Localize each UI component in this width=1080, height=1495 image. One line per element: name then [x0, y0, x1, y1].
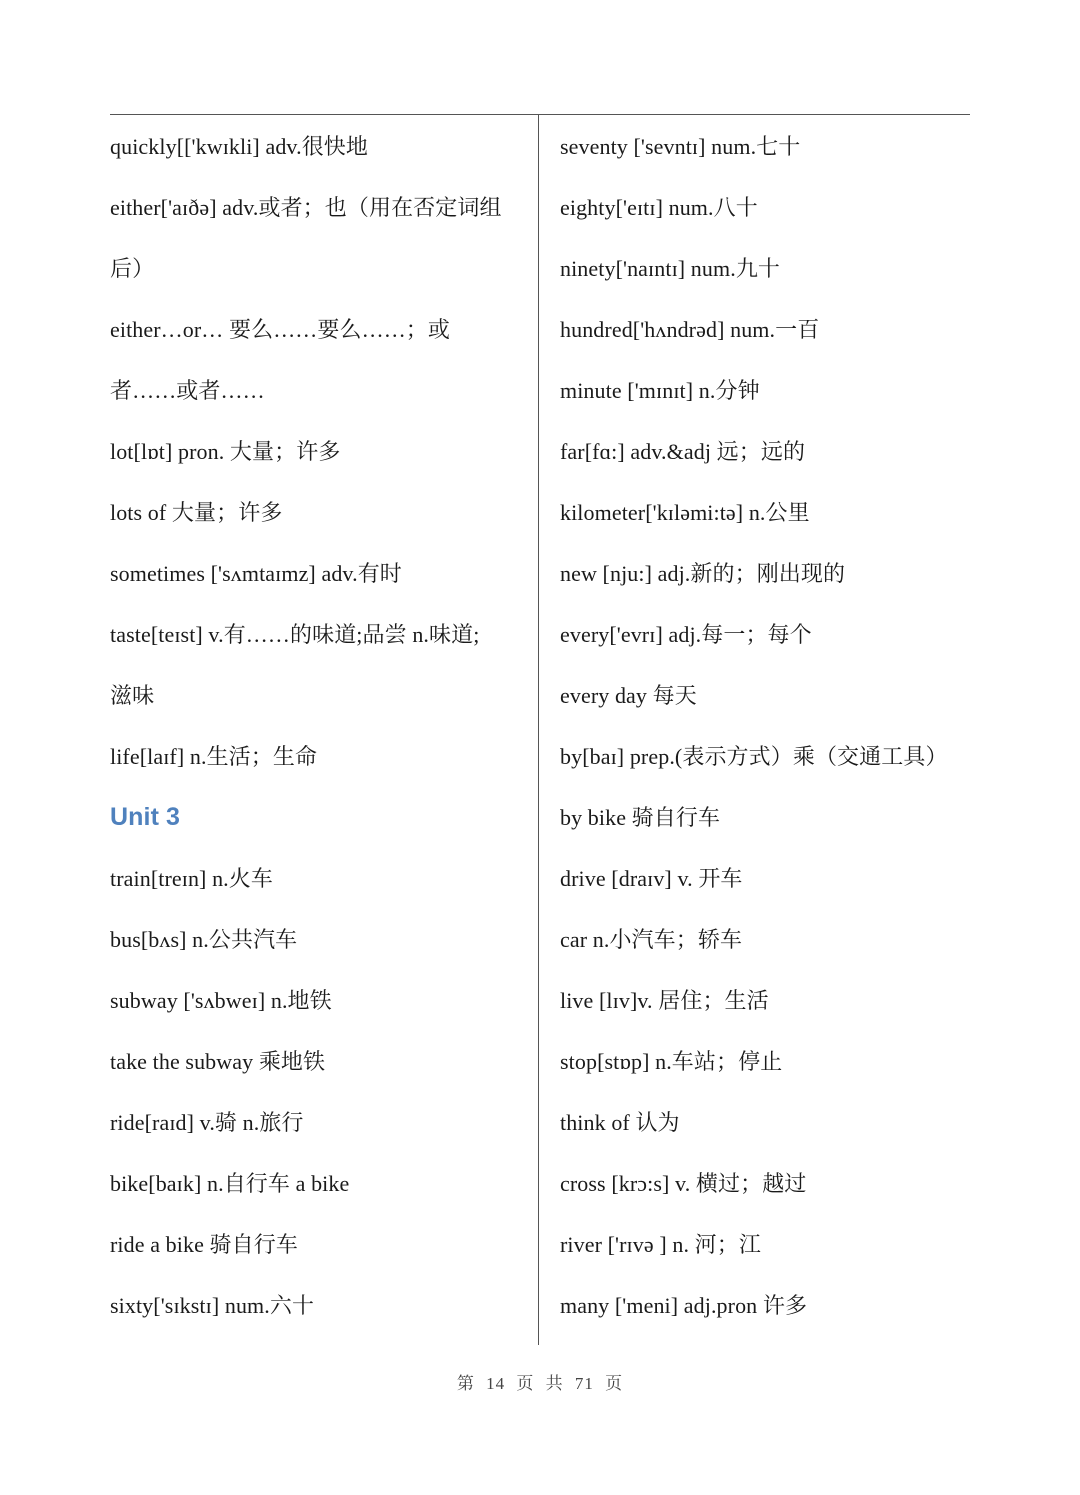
vocab-entry: car n.小汽车；轿车	[560, 927, 743, 952]
vocab-entry: think of 认为	[560, 1110, 680, 1135]
vocab-entry: either['aɪðə] adv.或者；也（用在否定词组	[110, 195, 502, 220]
vocab-entry: hundred['hʌndrəd] num.一百	[560, 317, 820, 342]
vocab-entry: subway ['sʌbweɪ] n.地铁	[110, 988, 332, 1013]
vocab-entry: ride[raɪd] v.骑 n.旅行	[110, 1110, 304, 1135]
vocab-entry: either…or… 要么……要么……；或	[110, 317, 451, 342]
vocab-entry: ninety['naɪntɪ] num.九十	[560, 256, 781, 281]
vocab-entry: drive [draɪv] v. 开车	[560, 866, 743, 891]
vocab-entry: lot[lɒt] pron. 大量；许多	[110, 439, 341, 464]
vocab-entry: minute ['mɪnɪt] n.分钟	[560, 378, 760, 403]
vocab-entry: bus[bʌs] n.公共汽车	[110, 927, 298, 952]
vocab-entry: by[baɪ] prep.(表示方式）乘（交通工具）	[560, 744, 948, 769]
vocab-entry: live [lɪv]v. 居住；生活	[560, 988, 769, 1013]
vocab-entry: many ['meni] adj.pron 许多	[560, 1293, 808, 1318]
vocab-entry: quickly[['kwɪkli] adv.很快地	[110, 134, 368, 159]
vocab-entry: lots of 大量；许多	[110, 500, 283, 525]
vocab-entry: bike[baɪk] n.自行车 a bike	[110, 1171, 350, 1196]
vocab-entry: cross [krɔ:s] v. 横过；越过	[560, 1171, 807, 1196]
vocab-entry-continuation: 滋味	[110, 683, 155, 708]
vocab-entry: taste[teɪst] v.有……的味道;品尝 n.味道;	[110, 622, 480, 647]
vocab-entry: sixty['sɪkstɪ] num.六十	[110, 1293, 315, 1318]
vocab-entry: every day 每天	[560, 683, 697, 708]
vocab-entry: seventy ['sevntɪ] num.七十	[560, 134, 801, 159]
vocab-entry: ride a bike 骑自行车	[110, 1232, 298, 1257]
vocab-entry: far[fɑ:] adv.&adj 远；远的	[560, 439, 806, 464]
vocab-entry: train[treɪn] n.火车	[110, 866, 273, 891]
vocab-entry: take the subway 乘地铁	[110, 1049, 326, 1074]
vocab-entry: eighty['eɪtɪ] num.八十	[560, 195, 758, 220]
vocab-entry: life[laɪf] n.生活；生命	[110, 744, 318, 769]
vocab-entry: sometimes ['sʌmtaɪmz] adv.有时	[110, 561, 402, 586]
left-column	[110, 116, 530, 1336]
unit-heading: Unit 3	[110, 803, 181, 831]
vocab-entry-continuation: 者……或者……	[110, 378, 265, 403]
vocab-entry: river ['rɪvə ] n. 河；江	[560, 1232, 761, 1257]
vocab-entry: stop[stɒp] n.车站；停止	[560, 1049, 783, 1074]
vocab-entry: new [nju:] adj.新的；刚出现的	[560, 561, 846, 586]
page-footer: 第 14 页 共 71 页	[456, 1374, 624, 1393]
column-divider	[538, 115, 539, 1345]
vocab-entry: by bike 骑自行车	[560, 805, 721, 830]
vocab-entry: kilometer['kɪləmi:tə] n.公里	[560, 500, 810, 525]
vocab-entry-continuation: 后）	[110, 256, 155, 281]
vocab-entry: every['evrɪ] adj.每一；每个	[560, 622, 812, 647]
top-rule	[110, 114, 970, 115]
right-column	[560, 116, 975, 1336]
